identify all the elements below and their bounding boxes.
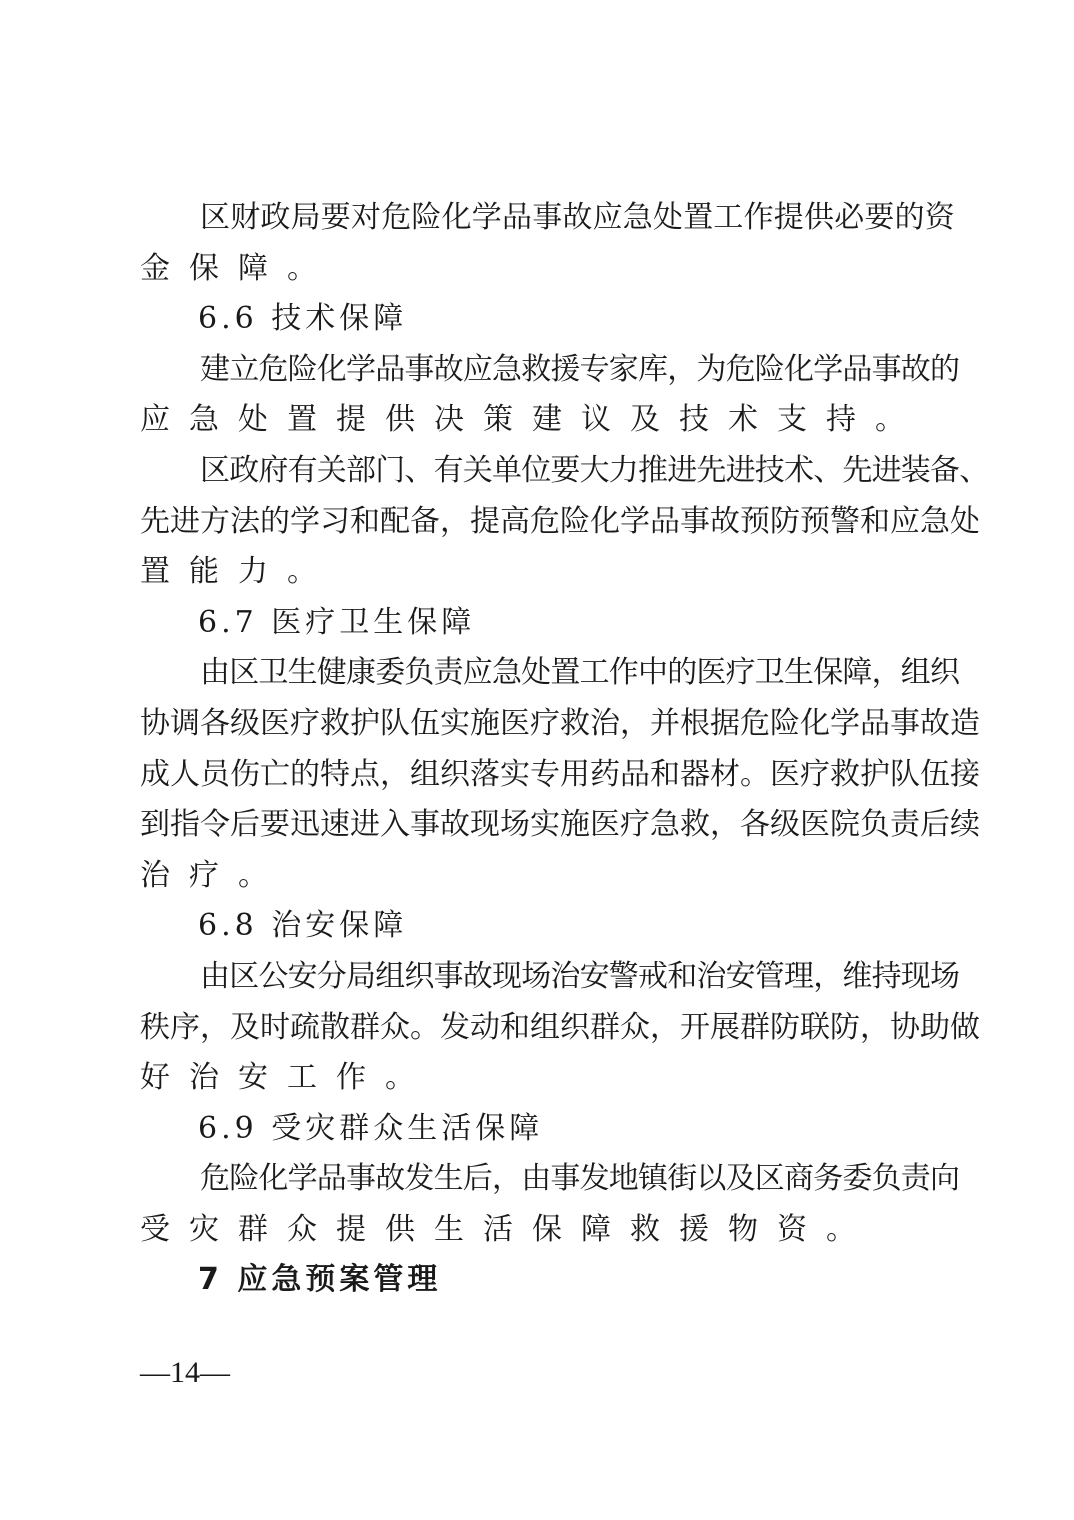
text-line: 由区公安分局组织事故现场治安警戒和治安管理，维持现场 xyxy=(200,958,960,994)
section-heading: 6.9 受灾群众生活保障 xyxy=(198,1110,544,1146)
section-heading: 6.8 治安保障 xyxy=(198,908,408,944)
text-line: 金保障。 xyxy=(140,250,336,286)
text-line: 到指令后要迅速进入事故现场实施医疗急救，各级医院负责后续 xyxy=(140,807,980,843)
section-heading: 6.7 医疗卫生保障 xyxy=(198,604,476,640)
section-heading: 7 应急预案管理 xyxy=(198,1262,442,1298)
text-line: 区财政局要对危险化学品事故应急处置工作提供必要的资 xyxy=(200,200,955,235)
text-line: 秩序，及时疏散群众。发动和组织群众，开展群防联防，协助做 xyxy=(140,1009,980,1045)
document-body xyxy=(140,193,989,1306)
text-line: 受灾群众提供生活保障救援物资。 xyxy=(140,1211,875,1247)
text-line: 危险化学品事故发生后，由事发地镇街以及区商务委负责向 xyxy=(200,1161,960,1197)
text-line: 先进方法的学习和配备，提高危险化学品事故预防预警和应急处 xyxy=(140,503,980,539)
text-line: 协调各级医疗救护队伍实施医疗救治，并根据危险化学品事故造 xyxy=(140,705,980,741)
section-heading: 6.6 技术保障 xyxy=(198,301,408,337)
text-line: 区政府有关部门、有关单位要大力推进先进技术、先进装备、 xyxy=(200,452,989,488)
page-number: —14— xyxy=(140,1356,230,1389)
text-line: 成人员伤亡的特点，组织落实专用药品和器材。医疗救护队伍接 xyxy=(140,756,980,792)
text-line: 由区卫生健康委负责应急处置工作中的医疗卫生保障，组织 xyxy=(200,655,960,691)
text-line: 好治安工作。 xyxy=(140,1060,434,1096)
text-line: 治疗。 xyxy=(140,857,287,893)
text-line: 建立危险化学品事故应急救援专家库，为危险化学品事故的 xyxy=(200,351,960,387)
text-line: 置能力。 xyxy=(140,554,336,590)
text-line: 应急处置提供决策建议及技术支持。 xyxy=(140,402,924,438)
